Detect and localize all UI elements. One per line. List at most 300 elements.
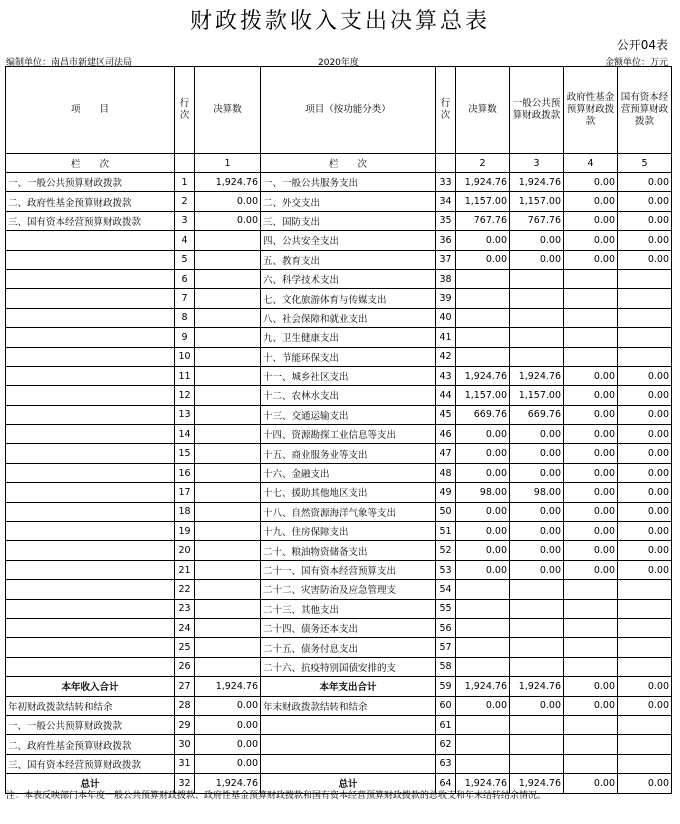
right-amount-cell [456, 657, 510, 676]
right-line-cell: 34 [436, 192, 456, 211]
left-item-cell [6, 328, 175, 347]
header-line-left: 行次 [175, 67, 195, 154]
left-line-cell: 25 [175, 638, 195, 657]
right-item-cell: 七、文化旅游体育与传媒支出 [261, 289, 436, 308]
general-amount-cell: 1,924.76 [510, 366, 564, 385]
fund-amount-cell: 0.00 [564, 366, 618, 385]
state-amount-cell: 0.00 [618, 483, 672, 502]
right-line-cell: 49 [436, 483, 456, 502]
table-row [6, 522, 672, 541]
left-line-cell: 11 [175, 366, 195, 385]
right-line-cell: 41 [436, 328, 456, 347]
fund-amount-cell: 0.00 [564, 444, 618, 463]
serial-row [6, 154, 672, 173]
fund-amount-cell: 0.00 [564, 677, 618, 696]
right-amount-cell [456, 599, 510, 618]
state-amount-cell: 0.00 [618, 366, 672, 385]
right-item-cell: 五、教育支出 [261, 250, 436, 269]
right-line-cell: 36 [436, 231, 456, 250]
right-line-cell: 57 [436, 638, 456, 657]
serial-col-2: 2 [456, 154, 510, 173]
fund-amount-cell: 0.00 [564, 405, 618, 424]
right-line-cell: 62 [436, 735, 456, 754]
general-amount-cell: 767.76 [510, 211, 564, 230]
left-line-cell: 13 [175, 405, 195, 424]
left-line-cell: 5 [175, 250, 195, 269]
left-line-cell: 23 [175, 599, 195, 618]
right-amount-cell [456, 754, 510, 773]
left-line-cell: 19 [175, 522, 195, 541]
left-item-cell [6, 250, 175, 269]
left-line-cell: 29 [175, 715, 195, 734]
header-fund-budget: 政府性基金预算财政拨款 [564, 67, 618, 154]
right-line-cell: 53 [436, 560, 456, 579]
table-row [6, 250, 672, 269]
state-amount-cell [618, 735, 672, 754]
right-line-cell: 63 [436, 754, 456, 773]
state-amount-cell [618, 657, 672, 676]
table-row [6, 444, 672, 463]
year-label: 2020年度 [318, 58, 359, 68]
state-amount-cell: 0.00 [618, 560, 672, 579]
fund-amount-cell: 0.00 [564, 696, 618, 715]
left-amount-cell [195, 250, 261, 269]
left-amount-cell [195, 269, 261, 288]
fund-amount-cell [564, 347, 618, 366]
fund-amount-cell: 0.00 [564, 231, 618, 250]
state-amount-cell [618, 347, 672, 366]
right-item-cell: 二十四、债务还本支出 [261, 618, 436, 637]
serial-col-4: 4 [564, 154, 618, 173]
right-line-cell: 46 [436, 425, 456, 444]
left-item-cell [6, 463, 175, 482]
left-item-cell [6, 618, 175, 637]
right-amount-cell: 1,924.76 [456, 173, 510, 192]
general-amount-cell [510, 638, 564, 657]
left-amount-cell [195, 444, 261, 463]
left-item-cell [6, 289, 175, 308]
general-amount-cell: 1,924.76 [510, 173, 564, 192]
right-item-cell: 十九、住房保障支出 [261, 522, 436, 541]
right-item-cell: 十、节能环保支出 [261, 347, 436, 366]
right-line-cell: 51 [436, 522, 456, 541]
general-amount-cell: 1,924.76 [510, 677, 564, 696]
state-amount-cell: 0.00 [618, 386, 672, 405]
state-amount-cell [618, 715, 672, 734]
state-amount-cell: 0.00 [618, 425, 672, 444]
table-row [6, 386, 672, 405]
left-line-cell: 32 [175, 774, 195, 793]
left-item-cell [6, 347, 175, 366]
table-row [6, 231, 672, 250]
left-item-cell [6, 541, 175, 560]
right-item-cell: 十四、资源勘探工业信息等支出 [261, 425, 436, 444]
table-row [6, 541, 672, 560]
right-line-cell: 55 [436, 599, 456, 618]
fund-amount-cell [564, 269, 618, 288]
page-title: 财政拨款收入支出决算总表 [189, 9, 490, 34]
right-item-cell: 一、一般公共服务支出 [261, 173, 436, 192]
right-item-cell: 十一、城乡社区支出 [261, 366, 436, 385]
right-amount-cell [456, 735, 510, 754]
right-line-cell: 43 [436, 366, 456, 385]
state-amount-cell: 0.00 [618, 231, 672, 250]
left-amount-cell: 0.00 [195, 715, 261, 734]
left-line-cell: 7 [175, 289, 195, 308]
left-amount-cell [195, 347, 261, 366]
right-item-cell: 十八、自然资源海洋气象等支出 [261, 502, 436, 521]
fund-amount-cell [564, 638, 618, 657]
general-amount-cell: 0.00 [510, 541, 564, 560]
unit-label: 编制单位：南昌市新建区司法局 [6, 58, 133, 68]
table-row [6, 289, 672, 308]
right-line-cell: 56 [436, 618, 456, 637]
right-amount-cell [456, 308, 510, 327]
fund-amount-cell [564, 754, 618, 773]
fund-amount-cell [564, 289, 618, 308]
state-amount-cell [618, 269, 672, 288]
left-amount-cell: 0.00 [195, 735, 261, 754]
general-amount-cell: 1,157.00 [510, 386, 564, 405]
left-line-cell: 4 [175, 231, 195, 250]
serial-label-left: 栏 次 [6, 154, 175, 173]
right-item-cell: 十五、商业服务业等支出 [261, 444, 436, 463]
state-amount-cell: 0.00 [618, 774, 672, 793]
right-item-cell: 十六、金融支出 [261, 463, 436, 482]
left-line-cell: 10 [175, 347, 195, 366]
state-amount-cell: 0.00 [618, 463, 672, 482]
right-amount-cell: 0.00 [456, 560, 510, 579]
left-line-cell: 15 [175, 444, 195, 463]
general-amount-cell [510, 599, 564, 618]
right-item-cell: 二、外交支出 [261, 192, 436, 211]
form-number: 公开04表 [616, 38, 668, 52]
right-amount-cell [456, 618, 510, 637]
left-amount-cell [195, 386, 261, 405]
fund-amount-cell: 0.00 [564, 192, 618, 211]
right-item-cell: 六、科学技术支出 [261, 269, 436, 288]
left-amount-cell [195, 405, 261, 424]
left-amount-cell [195, 502, 261, 521]
right-amount-cell [456, 269, 510, 288]
right-line-cell: 58 [436, 657, 456, 676]
left-item-cell [6, 580, 175, 599]
right-line-cell: 44 [436, 386, 456, 405]
header-amount-right: 决算数 [456, 67, 510, 154]
left-amount-cell [195, 483, 261, 502]
right-amount-cell: 0.00 [456, 502, 510, 521]
table-row [6, 211, 672, 230]
right-item-cell: 年末财政拨款结转和结余 [261, 696, 436, 715]
amount-unit-label: 金额单位：万元 [604, 58, 668, 68]
header-line-right: 行次 [436, 67, 456, 154]
footnote: 注：本表反映部门本年度一般公共预算财政拨款、政府性基金预算财政拨款和国有资本经营预算财政拨款的总收支和年末结转结余情况。 [6, 791, 547, 801]
state-amount-cell: 0.00 [618, 522, 672, 541]
fund-amount-cell: 0.00 [564, 211, 618, 230]
right-item-cell [261, 715, 436, 734]
right-amount-cell: 1,924.76 [456, 677, 510, 696]
general-amount-cell [510, 269, 564, 288]
left-item-cell [6, 483, 175, 502]
left-line-cell: 16 [175, 463, 195, 482]
state-amount-cell: 0.00 [618, 173, 672, 192]
left-line-cell: 1 [175, 173, 195, 192]
general-amount-cell: 98.00 [510, 483, 564, 502]
fund-amount-cell: 0.00 [564, 502, 618, 521]
fund-amount-cell [564, 328, 618, 347]
left-amount-cell [195, 366, 261, 385]
fund-amount-cell [564, 618, 618, 637]
left-line-cell: 18 [175, 502, 195, 521]
right-line-cell: 52 [436, 541, 456, 560]
state-amount-cell: 0.00 [618, 211, 672, 230]
general-amount-cell [510, 657, 564, 676]
left-line-cell: 26 [175, 657, 195, 676]
right-item-cell: 三、国防支出 [261, 211, 436, 230]
general-amount-cell: 1,924.76 [510, 774, 564, 793]
right-amount-cell: 0.00 [456, 444, 510, 463]
left-amount-cell [195, 328, 261, 347]
serial-label-right: 栏 次 [261, 154, 436, 173]
right-amount-cell: 0.00 [456, 463, 510, 482]
fund-amount-cell [564, 580, 618, 599]
left-amount-cell [195, 541, 261, 560]
right-item-cell: 二十六、抗疫特别国债安排的支 [261, 657, 436, 676]
left-item-cell [6, 560, 175, 579]
table-row [6, 463, 672, 482]
left-amount-cell [195, 425, 261, 444]
carryover-row [6, 715, 672, 734]
right-item-cell: 二十五、债务付息支出 [261, 638, 436, 657]
right-amount-cell: 0.00 [456, 522, 510, 541]
table-row [6, 425, 672, 444]
left-item-cell [6, 386, 175, 405]
table-row [6, 657, 672, 676]
left-amount-cell: 1,924.76 [195, 677, 261, 696]
general-amount-cell [510, 735, 564, 754]
right-item-cell: 四、公共安全支出 [261, 231, 436, 250]
right-amount-cell: 1,157.00 [456, 192, 510, 211]
left-line-cell: 17 [175, 483, 195, 502]
left-item-cell [6, 599, 175, 618]
right-item-cell: 二十一、国有资本经营预算支出 [261, 560, 436, 579]
budget-table [5, 66, 672, 794]
left-amount-cell [195, 618, 261, 637]
right-line-cell: 35 [436, 211, 456, 230]
fund-amount-cell: 0.00 [564, 560, 618, 579]
right-line-cell: 61 [436, 715, 456, 734]
left-line-cell: 3 [175, 211, 195, 230]
left-amount-cell: 1,924.76 [195, 774, 261, 793]
right-amount-cell [456, 328, 510, 347]
general-amount-cell: 0.00 [510, 522, 564, 541]
left-line-cell: 27 [175, 677, 195, 696]
general-amount-cell: 0.00 [510, 560, 564, 579]
left-amount-cell [195, 580, 261, 599]
table-row [6, 173, 672, 192]
fund-amount-cell: 0.00 [564, 541, 618, 560]
left-item-cell: 三、国有资本经营预算财政拨款 [6, 211, 175, 230]
left-line-cell: 31 [175, 754, 195, 773]
state-amount-cell: 0.00 [618, 677, 672, 696]
right-line-cell: 50 [436, 502, 456, 521]
left-line-cell: 6 [175, 269, 195, 288]
state-amount-cell: 0.00 [618, 696, 672, 715]
serial-col-1: 1 [195, 154, 261, 173]
fund-amount-cell: 0.00 [564, 250, 618, 269]
general-amount-cell: 669.76 [510, 405, 564, 424]
left-item-cell: 三、国有资本经营预算财政拨款 [6, 754, 175, 773]
left-amount-cell [195, 522, 261, 541]
general-amount-cell: 0.00 [510, 250, 564, 269]
state-amount-cell [618, 289, 672, 308]
left-item-cell: 总计 [6, 774, 175, 793]
header-item-left: 项 目 [6, 67, 175, 154]
fund-amount-cell: 0.00 [564, 522, 618, 541]
left-item-cell: 本年收入合计 [6, 677, 175, 696]
left-line-cell: 14 [175, 425, 195, 444]
state-amount-cell: 0.00 [618, 250, 672, 269]
right-line-cell: 33 [436, 173, 456, 192]
state-amount-cell: 0.00 [618, 405, 672, 424]
right-item-cell: 本年支出合计 [261, 677, 436, 696]
right-item-cell: 九、卫生健康支出 [261, 328, 436, 347]
general-amount-cell [510, 618, 564, 637]
left-amount-cell [195, 657, 261, 676]
right-item-cell: 十三、交通运输支出 [261, 405, 436, 424]
left-amount-cell [195, 599, 261, 618]
left-amount-cell [195, 638, 261, 657]
right-amount-cell [456, 580, 510, 599]
fund-amount-cell: 0.00 [564, 483, 618, 502]
table-row [6, 405, 672, 424]
left-item-cell: 年初财政拨款结转和结余 [6, 696, 175, 715]
left-line-cell: 30 [175, 735, 195, 754]
fund-amount-cell [564, 657, 618, 676]
left-item-cell [6, 638, 175, 657]
left-item-cell: 一、一般公共预算财政拨款 [6, 715, 175, 734]
table-row [6, 580, 672, 599]
left-line-cell: 20 [175, 541, 195, 560]
fund-amount-cell: 0.00 [564, 173, 618, 192]
general-amount-cell: 0.00 [510, 425, 564, 444]
right-amount-cell [456, 347, 510, 366]
year-total-row [6, 677, 672, 696]
general-amount-cell: 0.00 [510, 444, 564, 463]
right-amount-cell: 0.00 [456, 250, 510, 269]
general-amount-cell [510, 580, 564, 599]
right-amount-cell [456, 638, 510, 657]
left-item-cell [6, 657, 175, 676]
left-amount-cell: 0.00 [195, 754, 261, 773]
left-amount-cell [195, 231, 261, 250]
carryover-row [6, 696, 672, 715]
right-line-cell: 48 [436, 463, 456, 482]
left-item-cell: 二、政府性基金预算财政拨款 [6, 192, 175, 211]
left-item-cell [6, 366, 175, 385]
table-row [6, 366, 672, 385]
left-line-cell: 22 [175, 580, 195, 599]
state-amount-cell: 0.00 [618, 192, 672, 211]
left-amount-cell [195, 560, 261, 579]
left-line-cell: 21 [175, 560, 195, 579]
table-row [6, 269, 672, 288]
fund-amount-cell [564, 715, 618, 734]
left-item-cell [6, 425, 175, 444]
left-item-cell: 二、政府性基金预算财政拨款 [6, 735, 175, 754]
header-amount-left: 决算数 [195, 67, 261, 154]
right-line-cell: 64 [436, 774, 456, 793]
right-amount-cell: 0.00 [456, 231, 510, 250]
header-state-capital: 国有资本经营预算财政拨款 [618, 67, 672, 154]
right-item-cell: 二十、粮油物资储备支出 [261, 541, 436, 560]
right-amount-cell: 1,924.76 [456, 774, 510, 793]
right-amount-cell: 767.76 [456, 211, 510, 230]
right-line-cell: 40 [436, 308, 456, 327]
right-item-cell [261, 735, 436, 754]
left-amount-cell: 0.00 [195, 696, 261, 715]
right-line-cell: 59 [436, 677, 456, 696]
left-amount-cell [195, 463, 261, 482]
right-amount-cell: 0.00 [456, 425, 510, 444]
fund-amount-cell: 0.00 [564, 774, 618, 793]
table-row [6, 638, 672, 657]
left-amount-cell: 0.00 [195, 192, 261, 211]
left-amount-cell: 0.00 [195, 211, 261, 230]
table-row [6, 599, 672, 618]
header-general-budget: 一般公共预算财政拨款 [510, 67, 564, 154]
table-row [6, 347, 672, 366]
right-line-cell: 42 [436, 347, 456, 366]
table-row [6, 308, 672, 327]
right-line-cell: 60 [436, 696, 456, 715]
right-amount-cell: 1,157.00 [456, 386, 510, 405]
general-amount-cell: 1,157.00 [510, 192, 564, 211]
state-amount-cell [618, 599, 672, 618]
serial-col-5: 5 [618, 154, 672, 173]
right-item-cell: 二十二、灾害防治及应急管理支 [261, 580, 436, 599]
general-amount-cell [510, 347, 564, 366]
left-item-cell [6, 522, 175, 541]
state-amount-cell [618, 754, 672, 773]
left-item-cell: 一、一般公共预算财政拨款 [6, 173, 175, 192]
left-item-cell [6, 502, 175, 521]
right-line-cell: 37 [436, 250, 456, 269]
right-line-cell: 45 [436, 405, 456, 424]
right-item-cell: 二十三、其他支出 [261, 599, 436, 618]
fund-amount-cell [564, 735, 618, 754]
left-line-cell: 12 [175, 386, 195, 405]
right-item-cell [261, 754, 436, 773]
state-amount-cell [618, 618, 672, 637]
fund-amount-cell [564, 599, 618, 618]
fund-amount-cell [564, 308, 618, 327]
general-amount-cell [510, 754, 564, 773]
right-item-cell: 十二、农林水支出 [261, 386, 436, 405]
right-line-cell: 47 [436, 444, 456, 463]
left-item-cell [6, 405, 175, 424]
left-line-cell: 24 [175, 618, 195, 637]
right-line-cell: 38 [436, 269, 456, 288]
left-item-cell [6, 269, 175, 288]
fund-amount-cell: 0.00 [564, 463, 618, 482]
state-amount-cell: 0.00 [618, 444, 672, 463]
general-amount-cell [510, 289, 564, 308]
right-amount-cell: 1,924.76 [456, 366, 510, 385]
table-row [6, 618, 672, 637]
table-row [6, 502, 672, 521]
right-item-cell: 八、社会保障和就业支出 [261, 308, 436, 327]
